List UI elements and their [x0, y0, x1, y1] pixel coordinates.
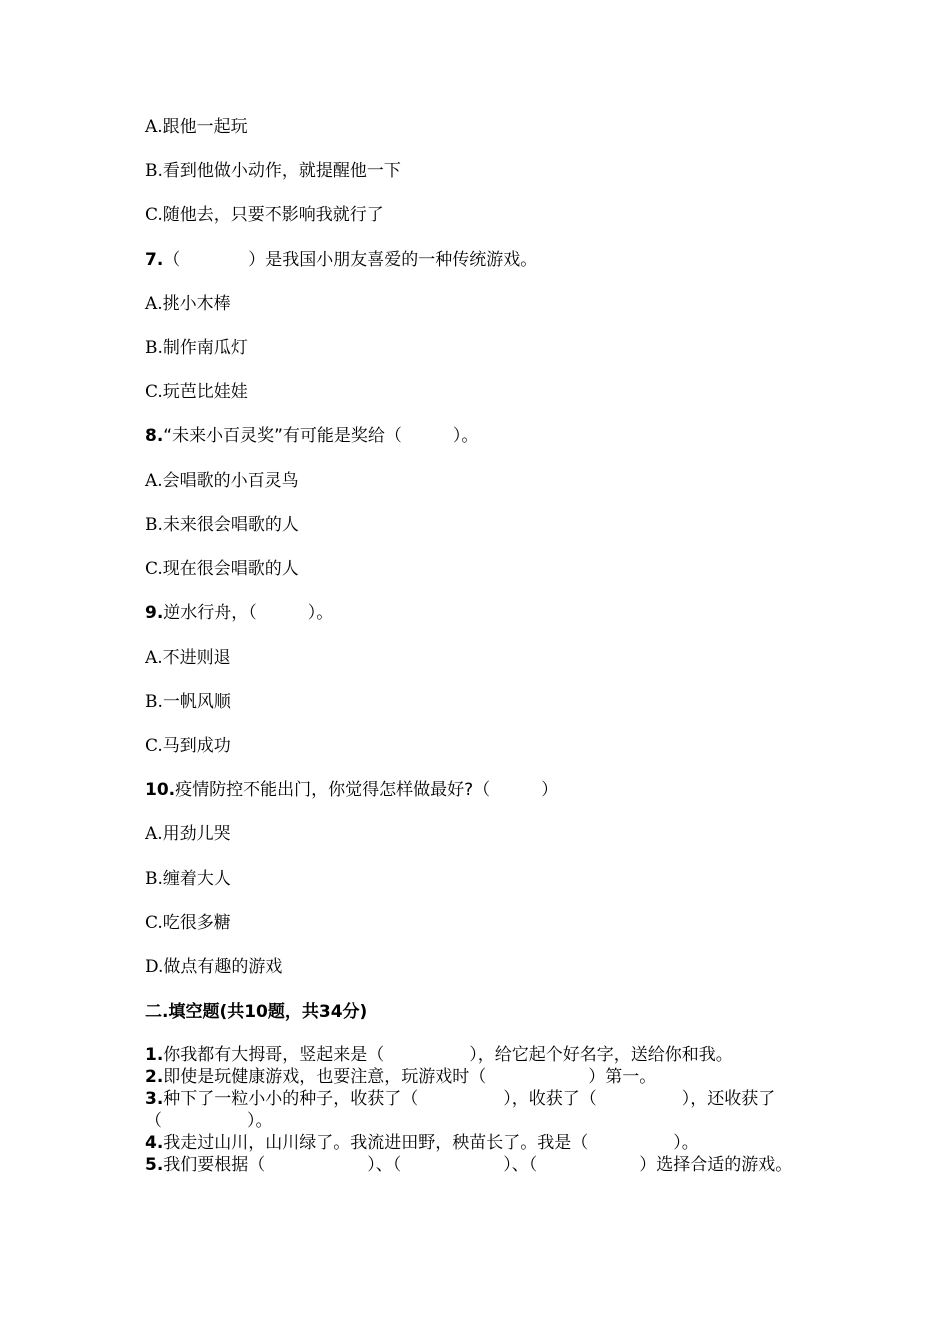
question-7-number: 7. — [145, 250, 164, 270]
fill-item-3-text: 种下了一粒小小的种子，收获了（ ），收获了（ ），还收获了（ ）。 — [145, 1089, 776, 1131]
q6-option-c: C.随他去，只要不影响我就行了 — [145, 205, 384, 225]
q10-option-a: A.用劲儿哭 — [145, 824, 231, 844]
section-2-title: 二.填空题(共10题，共34分) — [145, 1002, 368, 1022]
question-7-text: （ ）是我国小朋友喜爱的一种传统游戏。 — [163, 250, 538, 270]
q10-option-b: B.缠着大人 — [145, 869, 231, 889]
q9-option-c: C.马到成功 — [145, 736, 231, 756]
question-10-text: 疫情防控不能出门，你觉得怎样做最好?（ ） — [175, 780, 559, 800]
question-9 — [145, 602, 333, 624]
q7-option-c: C.玩芭比娃娃 — [145, 382, 248, 402]
question-10 — [145, 779, 558, 801]
fill-in-list — [145, 1044, 815, 1176]
question-9-text: 逆水行舟，（ ）。 — [163, 603, 334, 623]
q9-option-b: B.一帆风顺 — [145, 692, 231, 712]
fill-item-2-text: 即使是玩健康游戏，也要注意，玩游戏时（ ）第一。 — [163, 1067, 657, 1087]
question-8-number: 8. — [145, 426, 164, 446]
question-7 — [145, 249, 537, 271]
q8-option-c: C.现在很会唱歌的人 — [145, 559, 299, 579]
q10-option-d: D.做点有趣的游戏 — [145, 957, 283, 977]
question-10-number: 10. — [145, 780, 176, 800]
question-9-number: 9. — [145, 603, 164, 623]
q8-option-b: B.未来很会唱歌的人 — [145, 515, 299, 535]
fill-item-1 — [145, 1044, 815, 1066]
fill-item-3 — [145, 1088, 815, 1132]
q6-option-b: B.看到他做小动作，就提醒他一下 — [145, 161, 401, 181]
fill-item-5-text: 我们要根据（ ）、（ ）、（ ）选择合适的游戏。 — [163, 1155, 793, 1175]
question-8 — [145, 425, 478, 447]
q8-option-a: A.会唱歌的小百灵鸟 — [145, 471, 299, 491]
fill-item-3-number: 3. — [145, 1089, 164, 1109]
q7-option-a: A.挑小木棒 — [145, 294, 231, 314]
fill-item-5-number: 5. — [145, 1155, 164, 1175]
q9-option-a: A.不进则退 — [145, 648, 231, 668]
fill-item-4-text: 我走过山川，山川绿了。我流进田野，秧苗长了。我是（ ）。 — [163, 1133, 699, 1153]
fill-item-4 — [145, 1132, 815, 1154]
fill-item-1-number: 1. — [145, 1045, 164, 1065]
question-8-text: “未来小百灵奖”有可能是奖给（ ）。 — [163, 426, 479, 446]
fill-item-2 — [145, 1066, 815, 1088]
fill-item-5 — [145, 1154, 815, 1176]
fill-item-2-number: 2. — [145, 1067, 164, 1087]
q10-option-c: C.吃很多糖 — [145, 913, 231, 933]
q6-option-a: A.跟他一起玩 — [145, 117, 248, 137]
fill-item-4-number: 4. — [145, 1133, 164, 1153]
q7-option-b: B.制作南瓜灯 — [145, 338, 248, 358]
fill-item-1-text: 你我都有大拇哥，竖起来是（ ），给它起个好名字，送给你和我。 — [163, 1045, 733, 1065]
